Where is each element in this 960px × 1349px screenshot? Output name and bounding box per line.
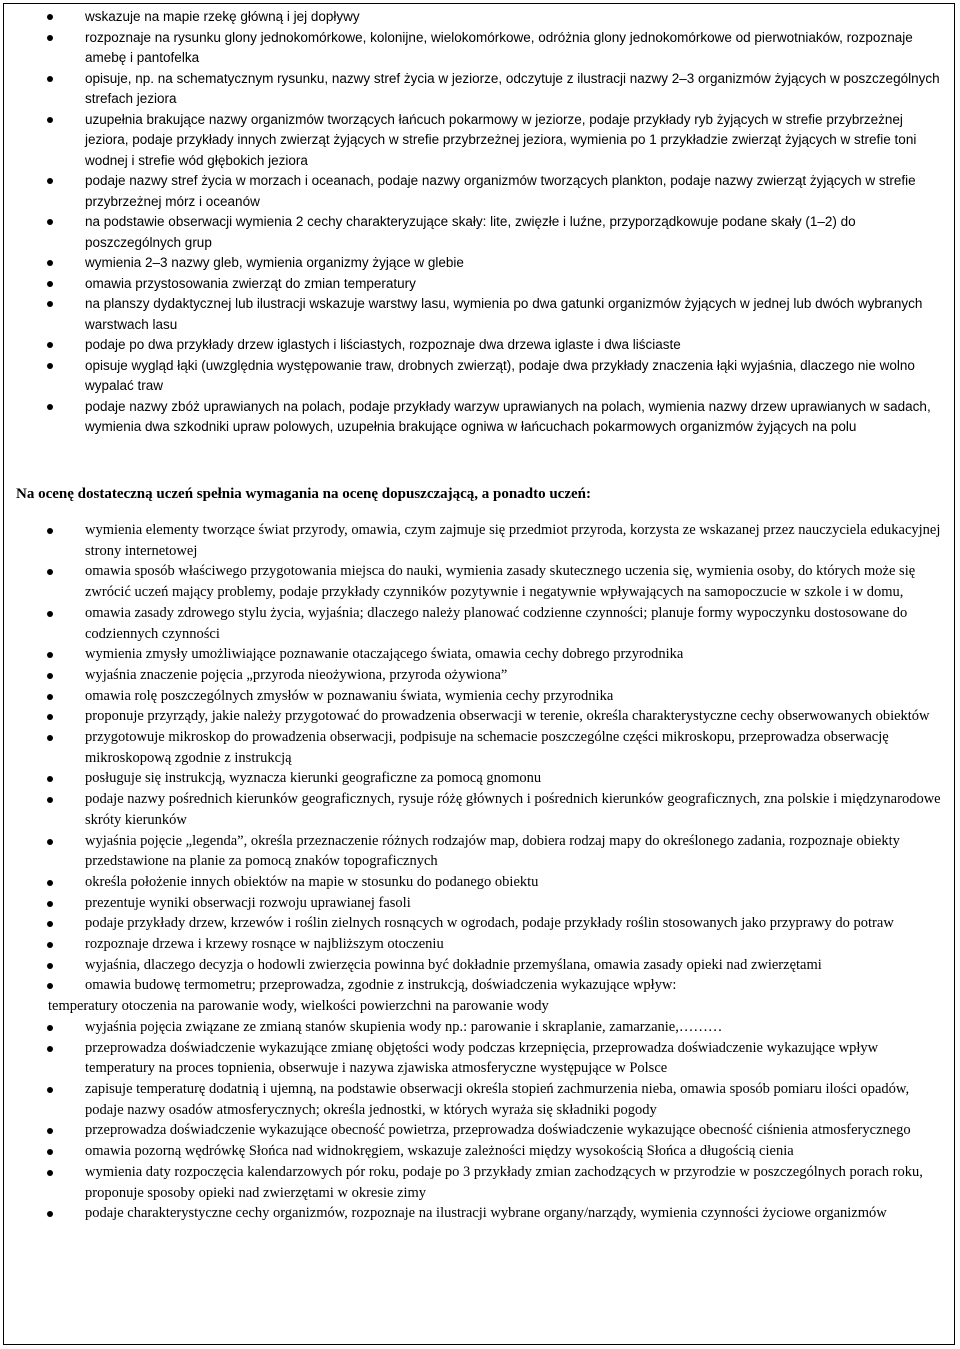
list-item: wyjaśnia znaczenie pojęcia „przyroda nieożywiona, przyroda ożywiona” <box>4 665 954 686</box>
list-item: omawia zasady zdrowego stylu życia, wyjaśnia; dlaczego należy planować codzienne czynności; planuje formy wypoczynku dostosowane do codziennych czynności <box>4 603 954 644</box>
list-item: omawia przystosowania zwierząt do zmian temperatury <box>4 274 954 295</box>
list-item: przeprowadza doświadczenie wykazujące obecność powietrza, przeprowadza doświadczenie wykazujące obecność ciśnienia atmosferycznego <box>4 1120 954 1141</box>
list-item: rozpoznaje na rysunku glony jednokomórkowe, kolonijne, wielokomórkowe, odróżnia glony jednokomórkowe od pierwotniaków, rozpoznaje amebę i pantofelka <box>4 28 954 69</box>
list-item: omawia sposób właściwego przygotowania miejsca do nauki, wymienia zasady skutecznego uczenia się, wymienia osoby, do których może się zwrócić uczeń mający problemy, podaje przykłady czynników pozytywnie i negatywnie wpływających na samopoczucie w szkole i w domu, <box>4 561 954 602</box>
list-item: wymienia daty rozpoczęcia kalendarzowych pór roku, podaje po 3 przykłady zmian zachodzących w przyrodzie w poszczególnych porach roku, proponuje sposoby opieki nad zwierzętami w okresie zimy <box>4 1162 954 1203</box>
list-item: na planszy dydaktycznej lub ilustracji wskazuje warstwy lasu, wymienia po dwa gatunki organizmów żyjących w jednej lub dwóch wybranych warstwach lasu <box>4 294 954 335</box>
list-item: podaje nazwy zbóż uprawianych na polach, podaje przykłady warzyw uprawianych na polach, wymienia nazwy drzew uprawianych w sadach, wymienia dwa szkodniki upraw polowych, uzupełnia brakujące ogniwa w łańcuchach pokarmowych organizmów żyjących na polu <box>4 397 954 438</box>
list-item: podaje nazwy stref życia w morzach i oceanach, podaje nazwy organizmów tworzących plankton, podaje nazwy zwierząt żyjących w strefie przybrzeżnej mórz i oceanów <box>4 171 954 212</box>
list-item: określa położenie innych obiektów na mapie w stosunku do podanego obiektu <box>4 872 954 893</box>
list-item: rozpoznaje drzewa i krzewy rosnące w najbliższym otoczeniu <box>4 934 954 955</box>
list-item: zapisuje temperaturę dodatnią i ujemną, na podstawie obserwacji określa stopień zachmurzenia nieba, omawia sposób pomiaru ilości opadów, podaje nazwy osadów atmosferycznych; określa jednostki, w których wyraża się składniki pogody <box>4 1079 954 1120</box>
list-item: na podstawie obserwacji wymienia 2 cechy charakteryzujące skały: lite, zwięzłe i luźne, przyporządkowuje podane skały (1–2) do poszczególnych grup <box>4 212 954 253</box>
list-item: opisuje wygląd łąki (uwzględnia występowanie traw, drobnych zwierząt), podaje dwa przykłady znaczenia łąki wyjaśnia, dlaczego nie wolno wypalać traw <box>4 356 954 397</box>
list-item: wymienia elementy tworzące świat przyrody, omawia, czym zajmuje się przedmiot przyroda, korzysta ze wskazanej przez nauczyciela edukacyjnej strony internetowej <box>4 520 954 561</box>
list-continuation: temperatury otoczenia na parowanie wody, wielkości powierzchni na parowanie wody <box>48 998 549 1015</box>
list-item: przeprowadza doświadczenie wykazujące zmianę objętości wody podczas krzepnięcia, przeprowadza doświadczenie wykazujące wpływ temperatury na proces topnienia, obserwuje i nazywa zjawiska atmosferyczne występujące w Polsce <box>4 1038 954 1079</box>
document-page <box>3 3 955 1345</box>
list-item: wyjaśnia pojęcia związane ze zmianą stanów skupienia wody np.: parowanie i skraplanie, zamarzanie,……… <box>4 1017 954 1038</box>
list-item: podaje po dwa przykłady drzew iglastych i liściastych, rozpoznaje dwa drzewa iglaste i dwa liściaste <box>4 335 954 356</box>
list-item: wymienia 2–3 nazwy gleb, wymienia organizmy żyjące w glebie <box>4 253 954 274</box>
list-item: omawia pozorną wędrówkę Słońca nad widnokręgiem, wskazuje zależności między wysokością Słońca a długością cienia <box>4 1141 954 1162</box>
list-item: posługuje się instrukcją, wyznacza kierunki geograficzne za pomocą gnomonu <box>4 768 954 789</box>
list-item: omawia rolę poszczególnych zmysłów w poznawaniu świata, wymienia cechy przyrodnika <box>4 686 954 707</box>
list-item: prezentuje wyniki obserwacji rozwoju uprawianej fasoli <box>4 893 954 914</box>
list-item: wymienia zmysły umożliwiające poznawanie otaczającego świata, omawia cechy dobrego przyrodnika <box>4 644 954 665</box>
list-item: opisuje, np. na schematycznym rysunku, nazwy stref życia w jeziorze, odczytuje z ilustracji nazwy 2–3 organizmów żyjących w poszczególnych strefach jeziora <box>4 69 954 110</box>
list-item: wyjaśnia, dlaczego decyzja o hodowli zwierzęcia powinna być dokładnie przemyślana, omawia zasady opieki nad zwierzętami <box>4 955 954 976</box>
list-item: proponuje przyrządy, jakie należy przygotować do prowadzenia obserwacji w terenie, określa charakterystyczne cechy obserwowanych obiektów <box>4 706 954 727</box>
list-item: omawia budowę termometru; przeprowadza, zgodnie z instrukcją, doświadczenia wykazujące wpływ: <box>4 975 954 996</box>
list-item: przygotowuje mikroskop do prowadzenia obserwacji, podpisuje na schemacie poszczególne części mikroskopu, przeprowadza obserwację mikroskopową zgodnie z instrukcją <box>4 727 954 768</box>
list-item: podaje przykłady drzew, krzewów i roślin zielnych rosnących w ogrodach, podaje przykłady roślin stosowanych jako przyprawy do potraw <box>4 913 954 934</box>
list-item: uzupełnia brakujące nazwy organizmów tworzących łańcuch pokarmowy w jeziorze, podaje przykłady ryb żyjących w strefie przybrzeżnej jeziora, podaje przykłady innych zwierząt żyjących w strefie przybrzeżnej jeziora, wymienia po 1 przykładzie zwierząt żyjących w strefie toni wodnej i strefie wód głębokich jeziora <box>4 110 954 172</box>
list-item: wyjaśnia pojęcie „legenda”, określa przeznaczenie różnych rodzajów map, dobiera rodzaj mapy do określonego zadania, rozpoznaje obiekty przedstawione na planie za pomocą znaków topograficznych <box>4 831 954 872</box>
list-item: podaje charakterystyczne cechy organizmów, rozpoznaje na ilustracji wybrane organy/narządy, wymienia czynności życiowe organizmów <box>4 1203 954 1224</box>
list-item: podaje nazwy pośrednich kierunków geograficznych, rysuje różę głównych i pośrednich kierunków geograficznych, zna polskie i międzynarodowe skróty kierunków <box>4 789 954 830</box>
list-item: wskazuje na mapie rzekę główną i jej dopływy <box>4 7 954 28</box>
grade-heading: Na ocenę dostateczną uczeń spełnia wymagania na ocenę dopuszczającą, a ponadto uczeń: <box>16 486 591 502</box>
requirements-list-2 <box>4 520 954 1224</box>
requirements-list-1 <box>4 7 954 438</box>
